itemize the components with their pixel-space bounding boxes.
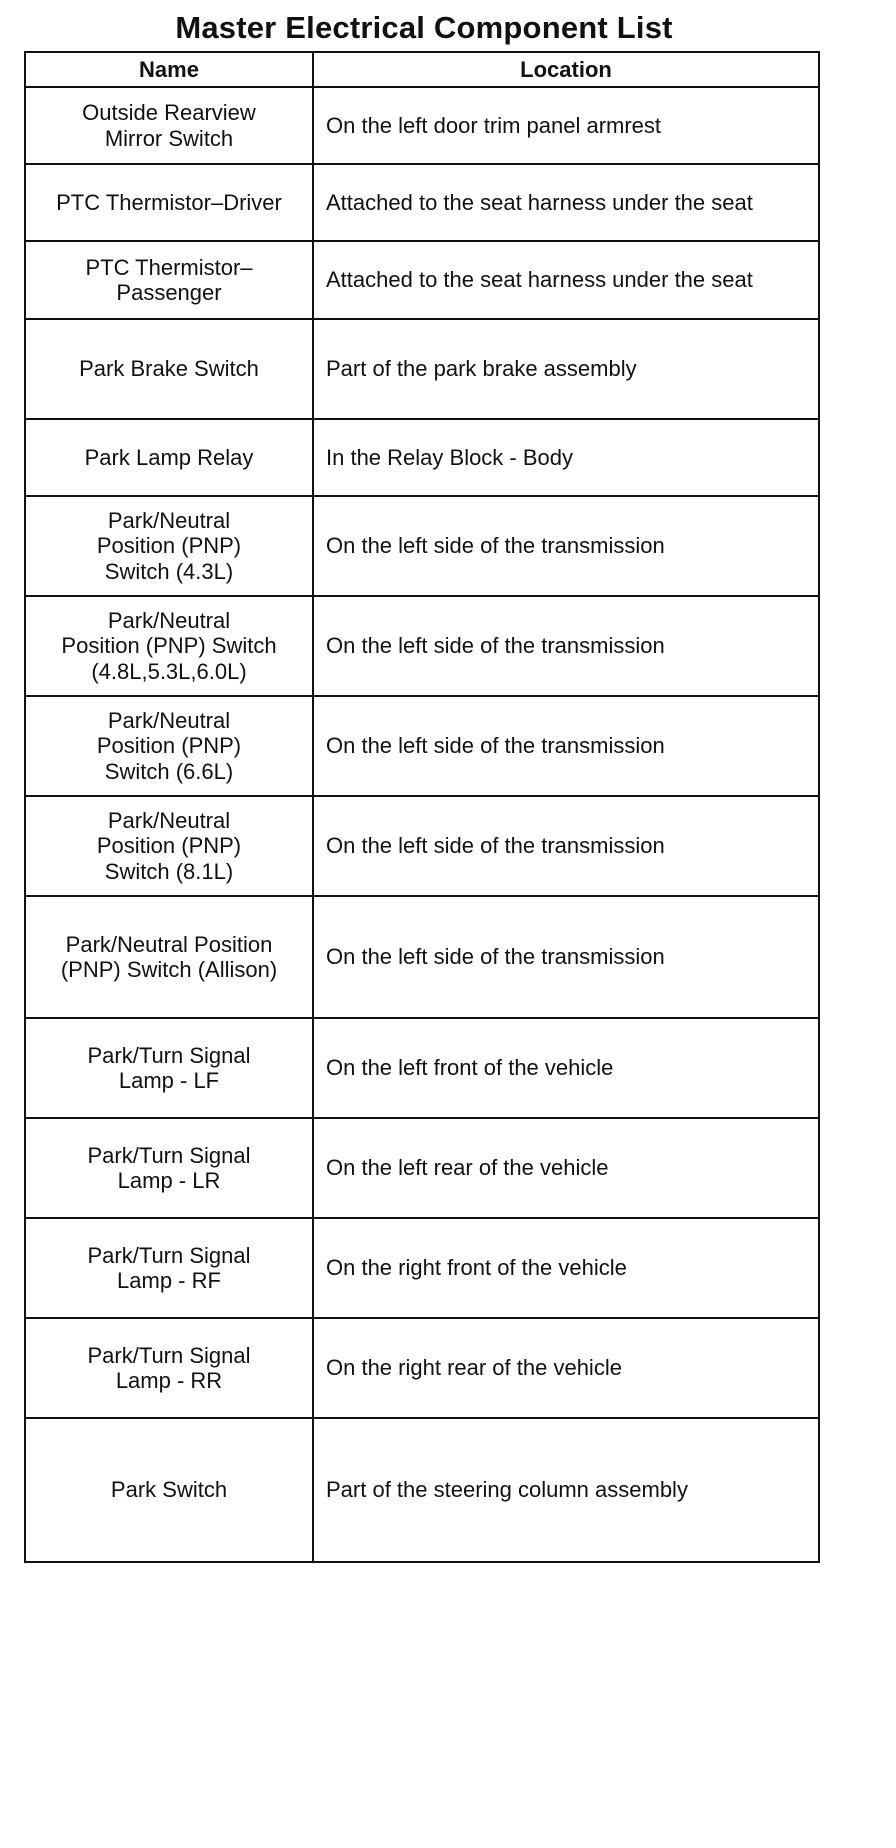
table-header-row <box>25 52 819 87</box>
component-location-cell: On the left side of the transmission <box>313 496 819 596</box>
component-location-cell: On the left side of the transmission <box>313 896 819 1018</box>
component-location-cell: On the left rear of the vehicle <box>313 1118 819 1218</box>
component-name-cell: Park/Turn Signal Lamp - RR <box>25 1318 313 1418</box>
component-location-cell: On the left side of the transmission <box>313 796 819 896</box>
component-name-cell: Park/Neutral Position (PNP) Switch (4.3L) <box>25 496 313 596</box>
table-row <box>25 1118 819 1218</box>
table-row <box>25 596 819 696</box>
column-header-name: Name <box>25 52 313 87</box>
table-row <box>25 87 819 164</box>
table-row <box>25 796 819 896</box>
component-name-cell: PTC Thermistor–Driver <box>25 164 313 241</box>
component-name-cell: Park/Neutral Position (PNP) Switch (8.1L) <box>25 796 313 896</box>
table-row <box>25 1018 819 1118</box>
table-row <box>25 696 819 796</box>
component-location-cell: On the left side of the transmission <box>313 596 819 696</box>
component-location-cell: On the right rear of the vehicle <box>313 1318 819 1418</box>
component-table <box>24 51 820 1563</box>
table-row <box>25 1418 819 1562</box>
component-name-cell: Park/Turn Signal Lamp - LF <box>25 1018 313 1118</box>
component-name-cell: PTC Thermistor– Passenger <box>25 241 313 319</box>
component-name-cell: Park Switch <box>25 1418 313 1562</box>
component-location-cell: Part of the park brake assembly <box>313 319 819 419</box>
component-location-cell: Attached to the seat harness under the seat <box>313 241 819 319</box>
component-location-cell: On the right front of the vehicle <box>313 1218 819 1318</box>
table-row <box>25 241 819 319</box>
component-location-cell: On the left door trim panel armrest <box>313 87 819 164</box>
table-row <box>25 1218 819 1318</box>
table-row <box>25 419 819 496</box>
table-row <box>25 164 819 241</box>
component-location-cell: Attached to the seat harness under the seat <box>313 164 819 241</box>
component-name-cell: Park Brake Switch <box>25 319 313 419</box>
column-header-location: Location <box>313 52 819 87</box>
component-name-cell: Park/Turn Signal Lamp - RF <box>25 1218 313 1318</box>
component-location-cell: In the Relay Block - Body <box>313 419 819 496</box>
document-title: Master Electrical Component List <box>175 10 673 45</box>
table-row <box>25 319 819 419</box>
component-name-cell: Park/Turn Signal Lamp - LR <box>25 1118 313 1218</box>
component-location-cell: On the left front of the vehicle <box>313 1018 819 1118</box>
table-row <box>25 496 819 596</box>
component-name-cell: Park Lamp Relay <box>25 419 313 496</box>
table-row <box>25 1318 819 1418</box>
component-name-cell: Park/Neutral Position (PNP) Switch (4.8L,5.3L,6.0L) <box>25 596 313 696</box>
component-location-cell: On the left side of the transmission <box>313 696 819 796</box>
component-name-cell: Park/Neutral Position (PNP) Switch (Allison) <box>25 896 313 1018</box>
component-name-cell: Park/Neutral Position (PNP) Switch (6.6L) <box>25 696 313 796</box>
table-row <box>25 896 819 1018</box>
component-location-cell: Part of the steering column assembly <box>313 1418 819 1562</box>
component-name-cell: Outside Rearview Mirror Switch <box>25 87 313 164</box>
